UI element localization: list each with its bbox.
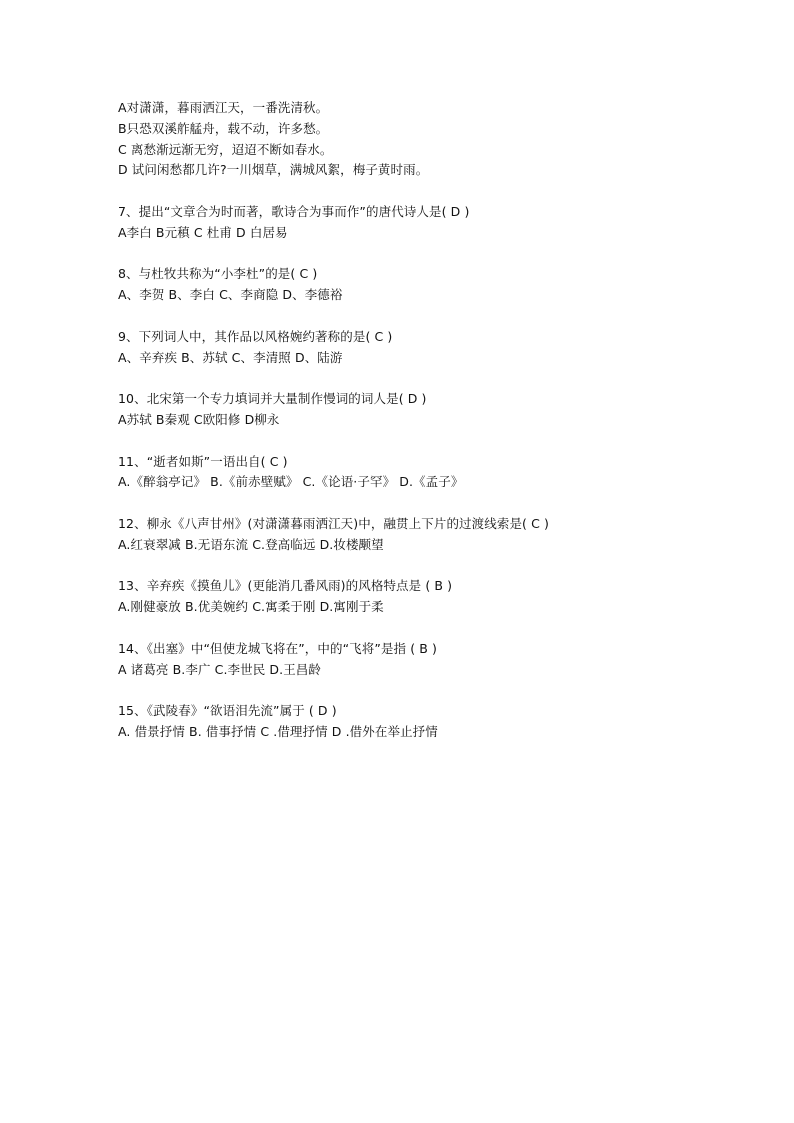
question-14 [118,639,738,681]
question-12 [118,514,738,556]
question-text: 15、《武陵春》“欲语泪先流”属于 ( D ) [118,703,337,719]
question-text: 12、柳永《八声甘州》(对潇潇暮雨洒江天)中，融贯上下片的过渡线索是( C ) [118,515,549,531]
question-text: 13、辛弃疾《摸鱼儿》(更能消几番风雨)的风格特点是 ( B ) [118,578,453,594]
spacer [118,244,738,265]
question-text: 8、与杜牧共称为“小李杜”的是( C ) [118,266,318,282]
answer-options: A、辛弃疾 B、苏轼 C、李清照 D、陆游 [118,349,343,365]
spacer [118,493,738,514]
question-text: 14、《出塞》中“但使龙城飞将在”，中的“飞将”是指 ( B ) [118,640,438,656]
option-line: B只恐双溪舴艋舟，载不动，许多愁。 [118,120,329,136]
question-7 [118,202,738,244]
question-text: 11、“逝者如斯”一语出自( C ) [118,453,288,469]
question-text: 9、下列词人中，其作品以风格婉约著称的是( C ) [118,328,393,344]
answer-options: A苏轼 B秦观 C欧阳修 D柳永 [118,411,280,427]
intro-options [118,98,738,181]
spacer [118,368,738,389]
question-15 [118,701,738,743]
option-line: C 离愁渐远渐无穷，迢迢不断如春水。 [118,141,333,157]
spacer [118,306,738,327]
answer-options: A.《醉翁亭记》 B.《前赤壁赋》 C.《论语·子罕》 D.《孟子》 [118,474,464,490]
question-text: 10、北宋第一个专力填词并大量制作慢词的词人是( D ) [118,391,427,407]
spacer [118,181,738,202]
spacer [118,618,738,639]
question-text: 7、提出“文章合为时而著，歌诗合为事而作”的唐代诗人是( D ) [118,203,470,219]
answer-options: A.刚健豪放 B.优美婉约 C.寓柔于刚 D.寓刚于柔 [118,599,384,615]
spacer [118,680,738,701]
question-13 [118,576,738,618]
option-line: D 试问闲愁都几许?一川烟草，满城风絮，梅子黄时雨。 [118,162,429,178]
question-8 [118,264,738,306]
question-11 [118,452,738,494]
answer-options: A.红衰翠减 B.无语东流 C.登高临远 D.妆楼颙望 [118,536,384,552]
answer-options: A李白 B元稹 C 杜甫 D 白居易 [118,224,288,240]
answer-options: A、李贺 B、李白 C、李商隐 D、李德裕 [118,287,343,303]
document-page [118,98,738,743]
spacer [118,431,738,452]
answer-options: A. 借景抒情 B. 借事抒情 C .借理抒情 D .借外在举止抒情 [118,723,438,739]
option-line: A对潇潇，暮雨洒江天，一番洗清秋。 [118,100,329,115]
question-10 [118,389,738,431]
answer-options: A 诸葛亮 B.李广 C.李世民 D.王昌龄 [118,661,321,677]
spacer [118,556,738,577]
question-9 [118,327,738,369]
